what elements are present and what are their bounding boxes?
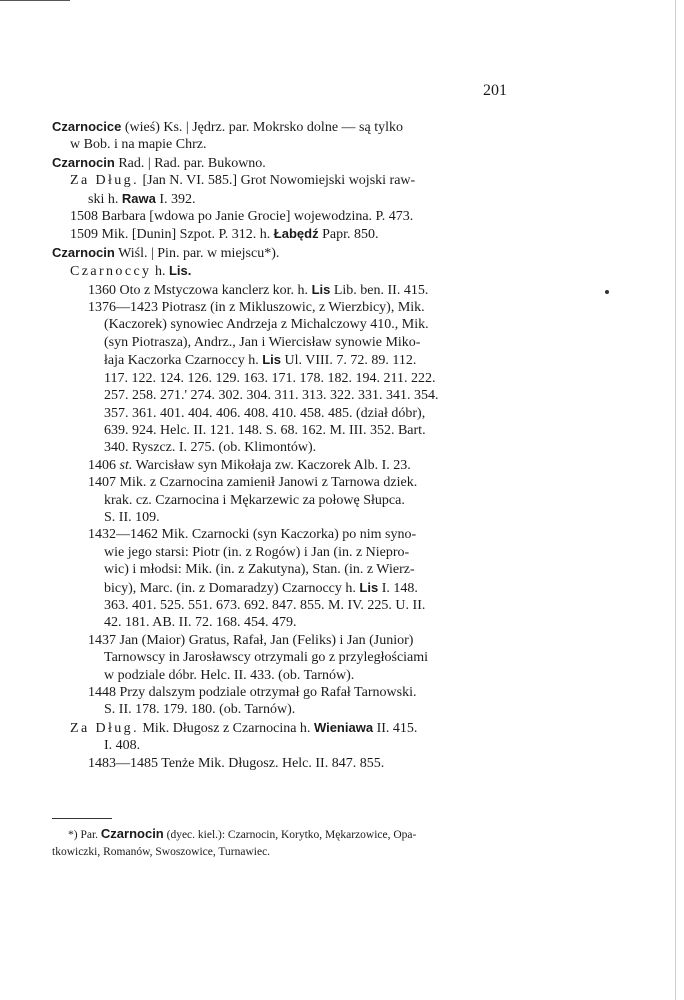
text-segment: (syn Piotrasza), Andrz., Jan i Wiercisław synowie Miko- <box>104 334 421 350</box>
bold-term: Wieniawa <box>313 719 374 735</box>
text-line <box>52 439 504 456</box>
text-segment: wic) i młodsi: Mik. (in. z Zakutyna), Stan. (in. z Wierz- <box>104 562 415 578</box>
text-segment: S. II. 109. <box>104 509 160 525</box>
text-segment: ski h. <box>88 191 122 207</box>
text-line <box>52 509 504 526</box>
text-segment: 1448 Przy dalszym podziale otrzymał go Rafał Tarnowski. <box>88 685 417 700</box>
text-line <box>52 755 504 772</box>
text-segment: I. 392. <box>155 191 196 207</box>
text-segment: [Jan N. VI. 585.] Grot Nowomiejski wojski raw- <box>138 173 416 189</box>
text-line <box>52 154 504 172</box>
text-segment: 117. 122. 124. 126. 129. 163. 171. 178. 182. 194. 211. 222. <box>104 370 436 386</box>
text-line <box>52 351 504 369</box>
text-line <box>52 118 504 136</box>
text-segment: 1508 Barbara [wdowa po Janie Grocie] wojewodzina. P. 473. <box>70 209 414 225</box>
text-segment: 1407 Mik. z Czarnocina zamienił Janowi z Tarnowa dziek. <box>88 475 418 491</box>
text-segment: Wiśl. | Pin. par. w miejscu*). <box>114 245 280 261</box>
text-segment: 1406 <box>88 457 120 473</box>
text-line <box>52 649 504 666</box>
text-line <box>52 701 504 718</box>
text-segment: Tarnowscy in Jarosławscy otrzymali go z przyległościami <box>104 650 429 666</box>
text-line <box>52 492 504 509</box>
text-segment: w Bob. i na mapie Chrz. <box>70 137 207 153</box>
text-line <box>52 544 504 561</box>
text-segment: 1509 Mik. [Dunin] Szpot. P. 312. h. <box>70 227 274 243</box>
bold-term: Czarnocin <box>100 826 164 841</box>
footnote-rule <box>52 818 112 819</box>
text-segment: (dyec. kiel.): Czarnocin, Korytko, Mękarzowice, Opa- <box>163 829 417 841</box>
footnote-line <box>52 844 512 861</box>
text-segment: *) Par. <box>68 829 101 841</box>
text-line <box>52 262 504 280</box>
entries-text <box>52 118 504 772</box>
text-line <box>52 561 504 578</box>
footnote <box>52 825 512 861</box>
text-line <box>52 614 504 631</box>
text-segment: 257. 258. 271.' 274. 302. 304. 311. 313. 322. 331. 341. 354. <box>104 388 439 404</box>
text-line <box>52 526 504 543</box>
italic-term: st. <box>119 457 133 473</box>
text-line <box>52 281 504 299</box>
text-line <box>52 719 504 737</box>
text-line <box>52 225 504 243</box>
text-line <box>52 405 504 422</box>
bold-term: Czarnocin <box>52 154 115 170</box>
text-segment: Papr. 850. <box>318 227 379 243</box>
text-segment: Mik. Długosz z Czarnocina h. <box>138 720 314 736</box>
text-line <box>52 208 504 225</box>
text-segment: 1360 Oto z Mstyczowa kanclerz kor. h. <box>88 282 312 298</box>
text-line <box>52 457 504 474</box>
text-segment: Lib. ben. II. 415. <box>330 282 429 298</box>
page-edge-line <box>675 0 676 1000</box>
text-line <box>52 737 504 754</box>
text-segment: 1376—1423 Piotrasz (in z Mikluszowic, z Wierzbicy), Mik. <box>88 300 425 316</box>
text-line <box>52 684 504 701</box>
text-segment: (Kaczorek) synowiec Andrzeja z Michalczowy 410., Mik. <box>104 317 429 333</box>
page-number: 201 <box>483 82 507 99</box>
text-line <box>52 579 504 597</box>
text-segment: II. 415. <box>373 720 418 736</box>
bold-term: Lis <box>311 281 331 297</box>
spaced-term: Czarnoccy <box>70 264 152 280</box>
bold-term: Czarnocice <box>52 119 122 134</box>
text-segment: 1437 Jan (Maior) Gratus, Rafał, Jan (Feliks) i Jan (Junior) <box>88 632 414 648</box>
text-segment: 340. Ryszcz. I. 275. (ob. Klimontów). <box>104 440 317 456</box>
text-segment: wie jego starsi: Piotr (in. z Rogów) i Jan (in. z Niepro- <box>104 544 410 560</box>
text-segment: tkowiczki, Romanów, Swoszowice, Turnawiec. <box>52 846 271 858</box>
text-segment: krak. cz. Czarnocina i Mękarzewic za połowę Słupca. <box>104 492 405 508</box>
text-line <box>52 387 504 404</box>
text-segment: (wieś) Ks. | Jędrz. par. Mokrsko dolne — są tylko <box>121 120 403 135</box>
text-line <box>52 244 504 262</box>
text-segment: 1483—1485 Tenże Mik. Długosz. Helc. II. 847. 855. <box>88 755 385 771</box>
text-segment: h. <box>151 264 169 280</box>
text-segment: 357. 361. 401. 404. 406. 408. 410. 458. 485. (dział dóbr), <box>104 405 426 421</box>
text-line <box>52 172 504 189</box>
text-segment: Ul. VIII. 7. 72. 89. 112. <box>281 353 417 369</box>
text-segment: S. II. 178. 179. 180. (ob. Tarnów). <box>104 702 296 718</box>
bold-term: Łabędź <box>273 226 319 242</box>
top-edge-rule <box>0 0 70 1</box>
bold-term: Lis <box>262 352 281 368</box>
text-segment: I. 148. <box>378 580 418 596</box>
text-line <box>52 597 504 614</box>
bold-term: Czarnocin <box>52 244 115 260</box>
text-line <box>52 422 504 439</box>
bold-term: Rawa <box>121 190 156 206</box>
text-segment: Rad. | Rad. par. Bukowno. <box>114 155 266 171</box>
text-segment: I. 408. <box>104 738 141 754</box>
text-segment: 639. 924. Helc. II. 121. 148. S. 68. 162. M. III. 352. Bart. <box>104 422 426 438</box>
text-segment: bicy), Marc. (in. z Domaradzy) Czarnoccy h. <box>104 580 360 596</box>
bold-term: Lis <box>359 579 379 595</box>
footnote-line <box>52 825 512 844</box>
text-segment: w podziale dóbr. Helc. II. 433. (ob. Tarnów). <box>104 667 355 683</box>
text-line <box>52 299 504 316</box>
text-line <box>52 136 504 153</box>
text-segment: 42. 181. AB. II. 72. 168. 454. 479. <box>104 615 297 631</box>
spaced-term: Za Dług. <box>70 173 139 189</box>
text-line <box>52 190 504 208</box>
text-line <box>52 474 504 491</box>
margin-mark <box>605 290 609 294</box>
text-line <box>52 632 504 649</box>
text-segment: 1432—1462 Mik. Czarnocki (syn Kaczorka) po nim syno- <box>88 527 417 543</box>
text-line <box>52 334 504 351</box>
text-segment: Warcisław syn Mikołaja zw. Kaczorek Alb. I. 23. <box>132 457 411 473</box>
text-segment: 363. 401. 525. 551. 673. 692. 847. 855. M. IV. 225. U. II. <box>104 597 426 613</box>
text-line <box>52 667 504 684</box>
bold-term: Lis. <box>168 263 192 279</box>
text-line <box>52 370 504 387</box>
spaced-term: Za Dług. <box>70 720 139 736</box>
text-line <box>52 316 504 333</box>
text-segment: łaja Kaczorka Czarnoccy h. <box>104 353 263 369</box>
